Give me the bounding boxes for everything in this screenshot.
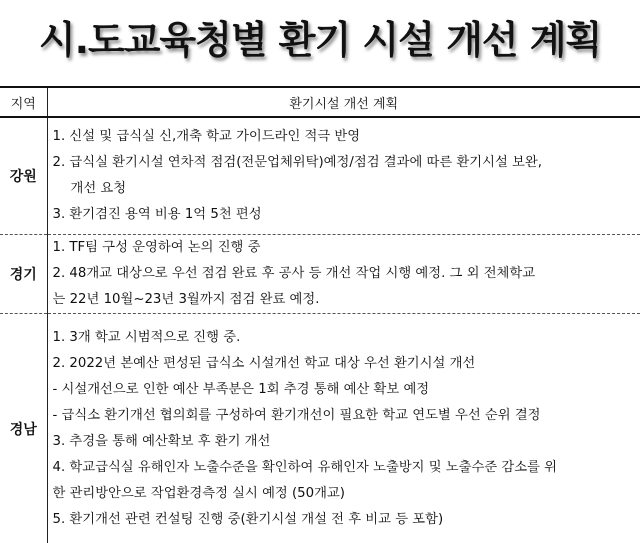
plan-item: 4. 학교급식실 유해인자 노출수준을 확인하여 유해인자 노출방지 및 노출수준 감소를 위 [53,455,637,481]
header-plan: 환기시설 개선 계획 [47,87,640,117]
region-cell: 경남 [0,314,47,543]
plan-item: 3. 환기겸진 용역 비용 1억 5천 편성 [53,202,637,228]
document-title: 시.도교육청별 환기 시설 개선 계획 [0,12,640,68]
plan-item-continuation: 개선 요청 [53,176,637,202]
table-row-gyeonggi [0,235,640,314]
region-cell: 경기 [0,235,47,314]
plan-subitem: - 급식소 환기개선 협의회를 구성하여 환기개선이 필요한 학교 연도별 우선 순위 결정 [53,403,637,429]
region-cell: 강원 [0,117,47,235]
ventilation-plan-table [0,86,640,543]
plan-item: 2. 급식실 환기시설 연차적 점검(전문업체위탁)예정/점검 결과에 따른 환기시설 보완, [53,150,637,176]
plan-item: 2. 2022년 본예산 편성된 급식소 시설개선 학교 대상 우선 환기시설 개선 [53,351,637,377]
plan-item-continuation: 는 22년 10월~23년 3월까지 점검 완료 예정. [53,287,637,313]
plan-item: 1. 3개 학교 시범적으로 진행 중. [53,325,637,351]
plan-item: 1. 신설 및 급식실 신,개축 학교 가이드라인 적극 반영 [53,124,637,150]
plan-cell [47,117,640,235]
table-row-gangwon [0,117,640,235]
plan-item: 2. 48개교 대상으로 우선 점검 완료 후 공사 등 개선 작업 시행 예정. 그 외 전체학교 [53,261,637,287]
plan-item: 5. 환기개선 관련 컨설팅 진행 중(환기시설 개설 전 후 비교 등 포함) [53,507,637,533]
plan-item-continuation: 한 관리방안으로 작업환경측정 실시 예정 (50개교) [53,481,637,507]
table-row-gyeongnam [0,314,640,543]
plan-cell [47,235,640,314]
table-header-row [0,87,640,117]
plan-item: 1. TF팀 구성 운영하여 논의 진행 중 [53,235,637,261]
plan-cell [47,314,640,543]
header-region: 지역 [0,87,47,117]
plan-subitem: - 시설개선으로 인한 예산 부족분은 1회 추경 통해 예산 확보 예정 [53,377,637,403]
plan-item: 3. 추경을 통해 예산확보 후 환기 개선 [53,429,637,455]
